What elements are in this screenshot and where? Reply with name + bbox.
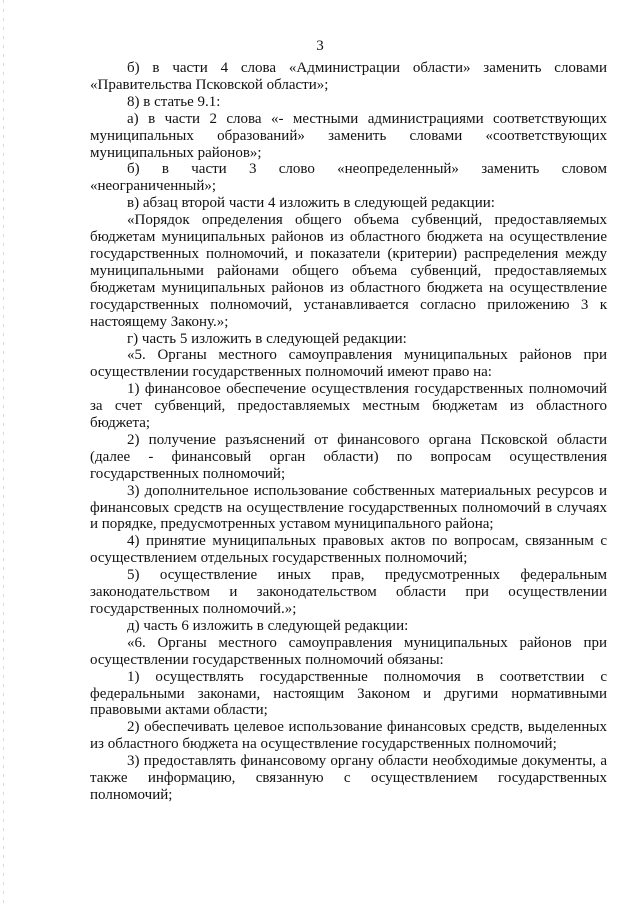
paragraph: «5. Органы местного самоуправления муниципальных районов при осуществлении государственных полномочий имеют право на: xyxy=(90,347,607,381)
paragraph: «Порядок определения общего объема субвенций, предоставляемых бюджетам муниципальных районов из областного бюджета на осуществление государственных полномочий, и показатели (критерии) распределения между муниципальными районами общего объема субвенций, предоставляемых бюджетам муниципальных районов из областного бюджета на осуществление государственных полномочий, устанавливается согласно приложению 3 к настоящему Закону.»; xyxy=(90,212,607,330)
paragraph: а) в части 2 слова «- местными администрациями соответствующих муниципальных образований» заменить словами «соответствующих муниципальных районов»; xyxy=(90,110,607,161)
paragraph: 1) осуществлять государственные полномочия в соответствии с федеральными законами, настоящим Законом и другими нормативными правовыми актами области; xyxy=(90,668,607,719)
scan-edge-mark xyxy=(3,0,4,905)
document-body xyxy=(90,60,607,804)
paragraph: д) часть 6 изложить в следующей редакции: xyxy=(127,617,409,634)
paragraph: 1) финансовое обеспечение осуществления государственных полномочий за счет субвенций, предоставляемых местным бюджетам из областного бюджета; xyxy=(90,381,607,432)
paragraph: 4) принятие муниципальных правовых актов по вопросам, связанным с осуществлением отдельных государственных полномочий; xyxy=(90,533,607,567)
paragraph: «6. Органы местного самоуправления муниципальных районов при осуществлении государственных полномочий обязаны: xyxy=(90,634,607,668)
paragraph: 8) в статье 9.1: xyxy=(127,93,221,110)
paragraph: 2) обеспечивать целевое использование финансовых средств, выделенных из областного бюджета на осуществление государственных полномочий; xyxy=(90,719,607,753)
paragraph: 5) осуществление иных прав, предусмотренных федеральным законодательством и законодательством области при осуществлении государственных полномочий.»; xyxy=(90,567,607,617)
paragraph: 3) дополнительное использование собственных материальных ресурсов и финансовых средств на осуществление государственных полномочий в случаях и порядке, предусмотренных уставом муниципального района; xyxy=(90,482,607,533)
page-number: 3 xyxy=(316,38,324,54)
paragraph: б) в части 4 слова «Администрации области» заменить словами «Правительства Псковской области»; xyxy=(90,60,607,93)
paragraph: в) абзац второй части 4 изложить в следующей редакции: xyxy=(127,195,495,212)
paragraph: 3) предоставлять финансовому органу области необходимые документы, а также информацию, связанную с осуществлением государственных полномочий; xyxy=(90,753,607,803)
paragraph: г) часть 5 изложить в следующей редакции: xyxy=(127,330,407,347)
paragraph: 2) получение разъяснений от финансового органа Псковской области (далее - финансовый орган области) по вопросам осуществления государственных полномочий; xyxy=(90,431,607,482)
paragraph: б) в части 3 слово «неопределенный» заменить словом «неограниченный»; xyxy=(90,161,607,195)
